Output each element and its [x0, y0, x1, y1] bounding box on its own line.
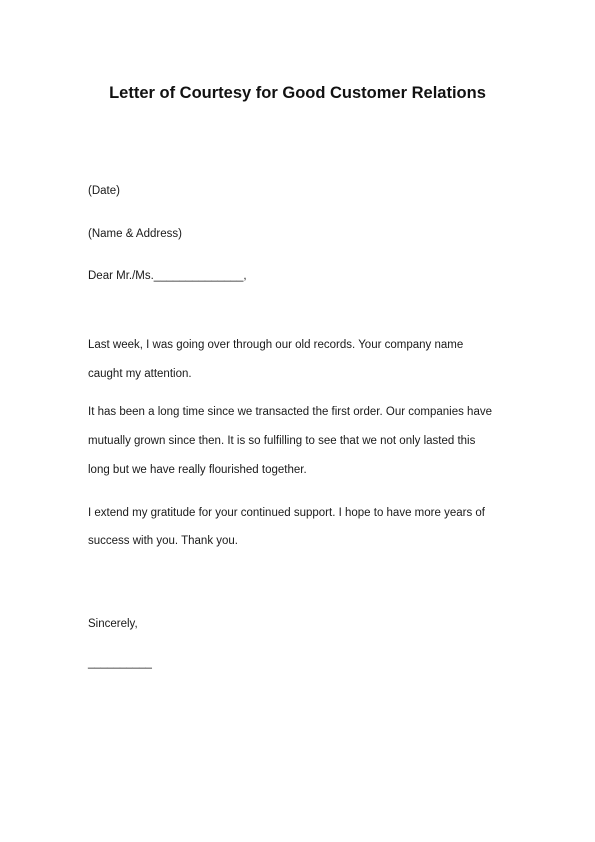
name-address-placeholder: (Name & Address) — [88, 228, 182, 240]
paragraph-3-line-2: success with you. Thank you. — [88, 535, 238, 547]
letter-title: Letter of Courtesy for Good Customer Relations — [109, 84, 486, 102]
date-placeholder: (Date) — [88, 185, 120, 197]
paragraph-3-line-1: I extend my gratitude for your continued support. I hope to have more years of — [88, 507, 485, 519]
paragraph-1-line-1: Last week, I was going over through our old records. Your company name — [88, 339, 464, 351]
salutation: Dear Mr./Ms.______________, — [88, 270, 247, 282]
closing: Sincerely, — [88, 618, 138, 630]
paragraph-2-line-1: It has been a long time since we transacted the first order. Our companies have — [88, 406, 492, 418]
paragraph-2-line-2: mutually grown since then. It is so fulfilling to see that we not only lasted this — [88, 435, 476, 447]
signature-blank: __________ — [88, 657, 152, 669]
paragraph-1-line-2: caught my attention. — [88, 368, 192, 380]
paragraph-2-line-3: long but we have really flourished together. — [88, 464, 307, 476]
